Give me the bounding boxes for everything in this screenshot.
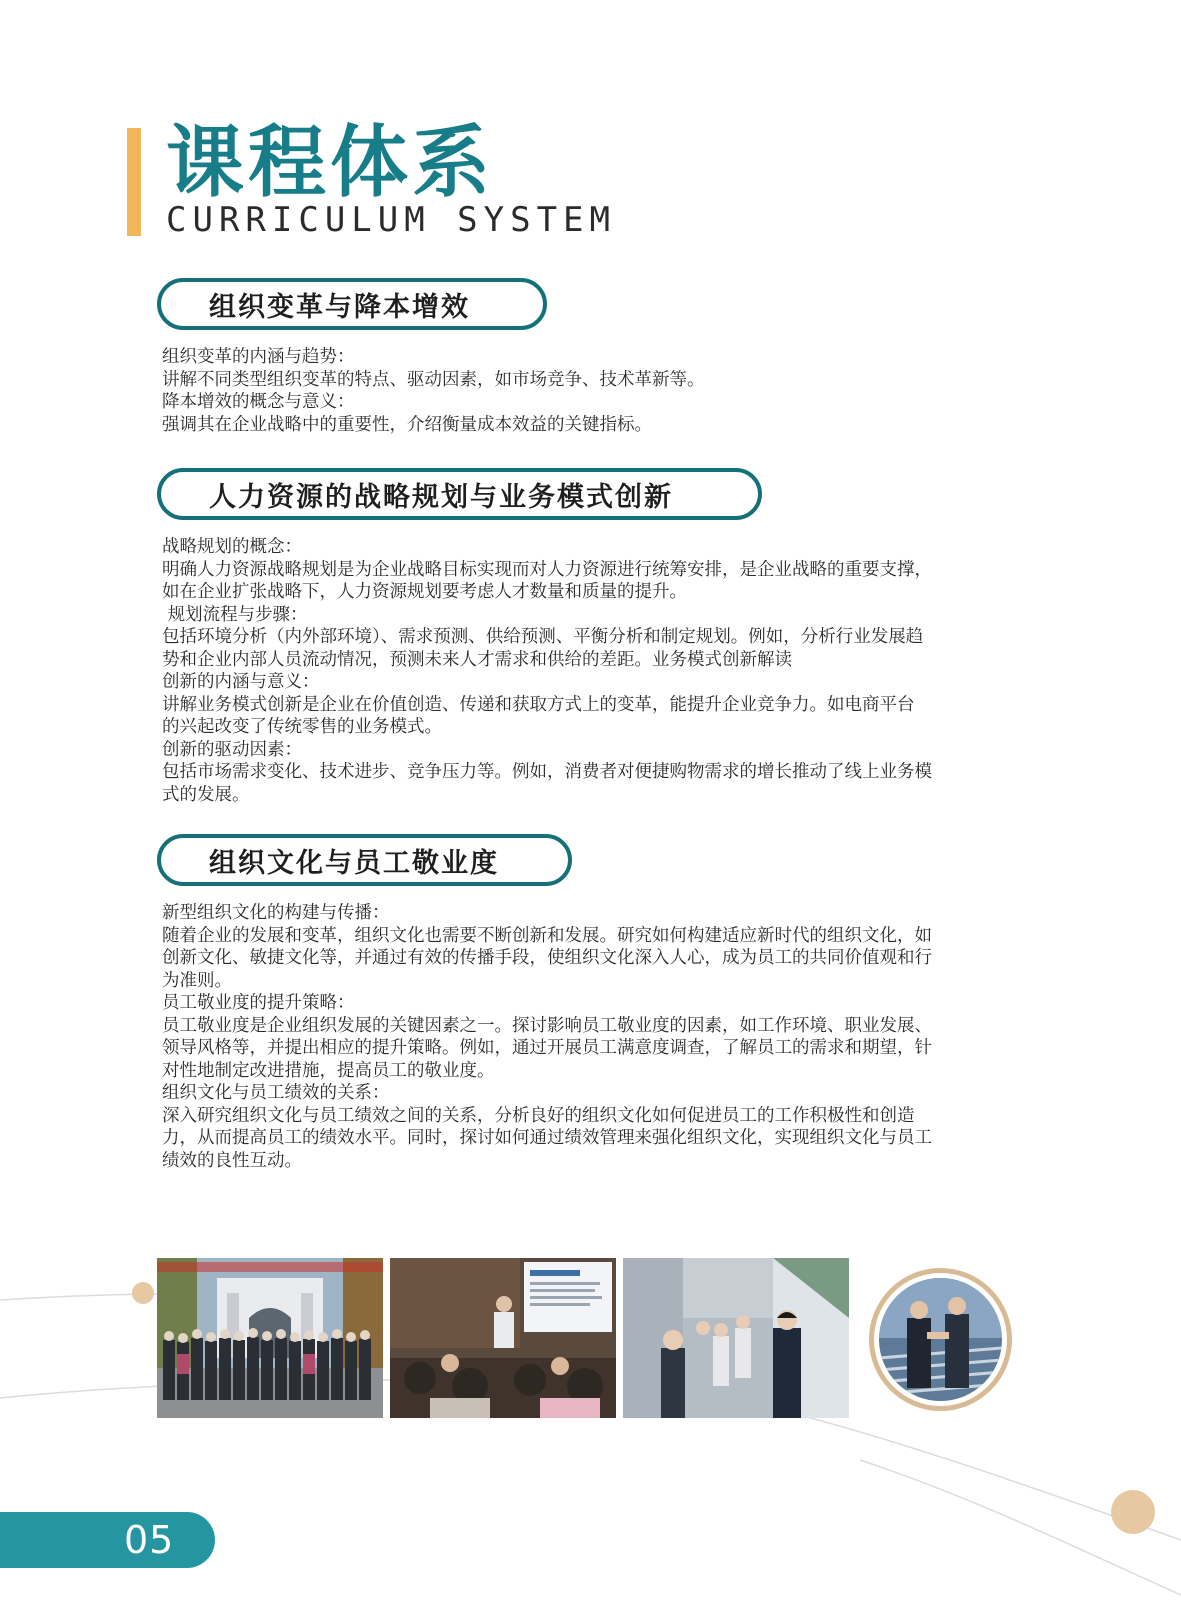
handshake-photo: [869, 1268, 1012, 1411]
text-line: 绩效的良性互动。: [162, 1150, 302, 1171]
text-line: 包括市场需求变化、技术进步、竞争压力等。例如，消费者对便捷购物需求的增长推动了线上业务模: [162, 762, 932, 782]
section-heading-2-text: 人力资源的战略规划与业务模式创新: [209, 481, 673, 513]
page-number: 05: [124, 1518, 175, 1562]
group-photo: [157, 1258, 383, 1418]
text-line: 员工敬业度的提升策略：: [162, 993, 355, 1013]
text-line: 规划流程与步骤：: [162, 604, 308, 625]
text-line: 力，从而提高员工的绩效水平。同时，探讨如何通过绩效管理来强化组织文化，实现组织文化与员工: [162, 1128, 932, 1148]
text-line: 战略规划的概念：: [162, 537, 302, 557]
text-line: 组织文化与员工绩效的关系：: [162, 1083, 390, 1103]
text-line: 的兴起改变了传统零售的业务模式。: [162, 717, 442, 737]
tan-dot-right: [1111, 1490, 1155, 1534]
text-line: 对性地制定改进措施，提高员工的敬业度。: [162, 1060, 495, 1081]
section-heading-2: [157, 468, 762, 520]
title-accent-bar: [127, 128, 141, 236]
tan-dot-left: [132, 1282, 154, 1304]
section-heading-1-text: 组织变革与降本增效: [209, 291, 470, 323]
text-line: 组织变革的内涵与趋势：: [162, 347, 355, 367]
visit-photo: [623, 1258, 849, 1418]
section-body-1: [162, 346, 1007, 436]
text-line: 新型组织文化的构建与传播：: [162, 903, 390, 923]
text-line: 式的发展。: [162, 784, 250, 805]
text-line: 降本增效的概念与意义：: [162, 392, 355, 412]
text-line: 创新的驱动因素：: [162, 739, 302, 760]
text-line: 明确人力资源战略规划是为企业战略目标实现而对人力资源进行统筹安排，是企业战略的重要支撑，: [162, 559, 932, 580]
text-line: 强调其在企业战略中的重要性，介绍衡量成本效益的关键指标。: [162, 414, 652, 435]
page-number-tab: [0, 1512, 215, 1568]
section-heading-3-text: 组织文化与员工敬业度: [209, 847, 499, 879]
classroom-photo: [390, 1258, 616, 1418]
text-line: 随着企业的发展和变革，组织文化也需要不断创新和发展。研究如何构建适应新时代的组织文化，如: [162, 925, 932, 946]
section-body-2: [162, 536, 1007, 806]
text-line: 包括环境分析（内外部环境）、需求预测、供给预测、平衡分析和制定规划。例如，分析行业发展趋: [162, 627, 924, 647]
text-line: 深入研究组织文化与员工绩效之间的关系，分析良好的组织文化如何促进员工的工作积极性和创造: [162, 1105, 915, 1126]
text-line: 讲解业务模式创新是企业在价值创造、传递和获取方式上的变革，能提升企业竞争力。如电商平台: [162, 694, 915, 715]
text-line: 领导风格等，并提出相应的提升策略。例如，通过开展员工满意度调查，了解员工的需求和期望，针: [162, 1038, 932, 1058]
section-heading-3: [157, 834, 572, 886]
text-line: 创新的内涵与意义：: [162, 672, 320, 692]
text-line: 如在企业扩张战略下，人力资源规划要考虑人才数量和质量的提升。: [162, 582, 687, 602]
text-line: 员工敬业度是企业组织发展的关键因素之一。探讨影响员工敬业度的因素，如工作环境、职业发展、: [162, 1015, 932, 1036]
page-title: 课程体系: [166, 118, 495, 208]
section-body-3: [162, 902, 1007, 1172]
text-line: 创新文化、敏捷文化等，并通过有效的传播手段，使组织文化深入人心，成为员工的共同价值观和行: [162, 948, 932, 968]
section-heading-1: [157, 278, 547, 330]
text-line: 势和企业内部人员流动情况，预测未来人才需求和供给的差距。业务模式创新解读: [162, 649, 792, 670]
text-line: 为准则。: [162, 970, 232, 991]
text-line: 讲解不同类型组织变革的特点、驱动因素，如市场竞争、技术革新等。: [162, 369, 705, 390]
page-subtitle: CURRICULUM SYSTEM: [166, 200, 616, 240]
